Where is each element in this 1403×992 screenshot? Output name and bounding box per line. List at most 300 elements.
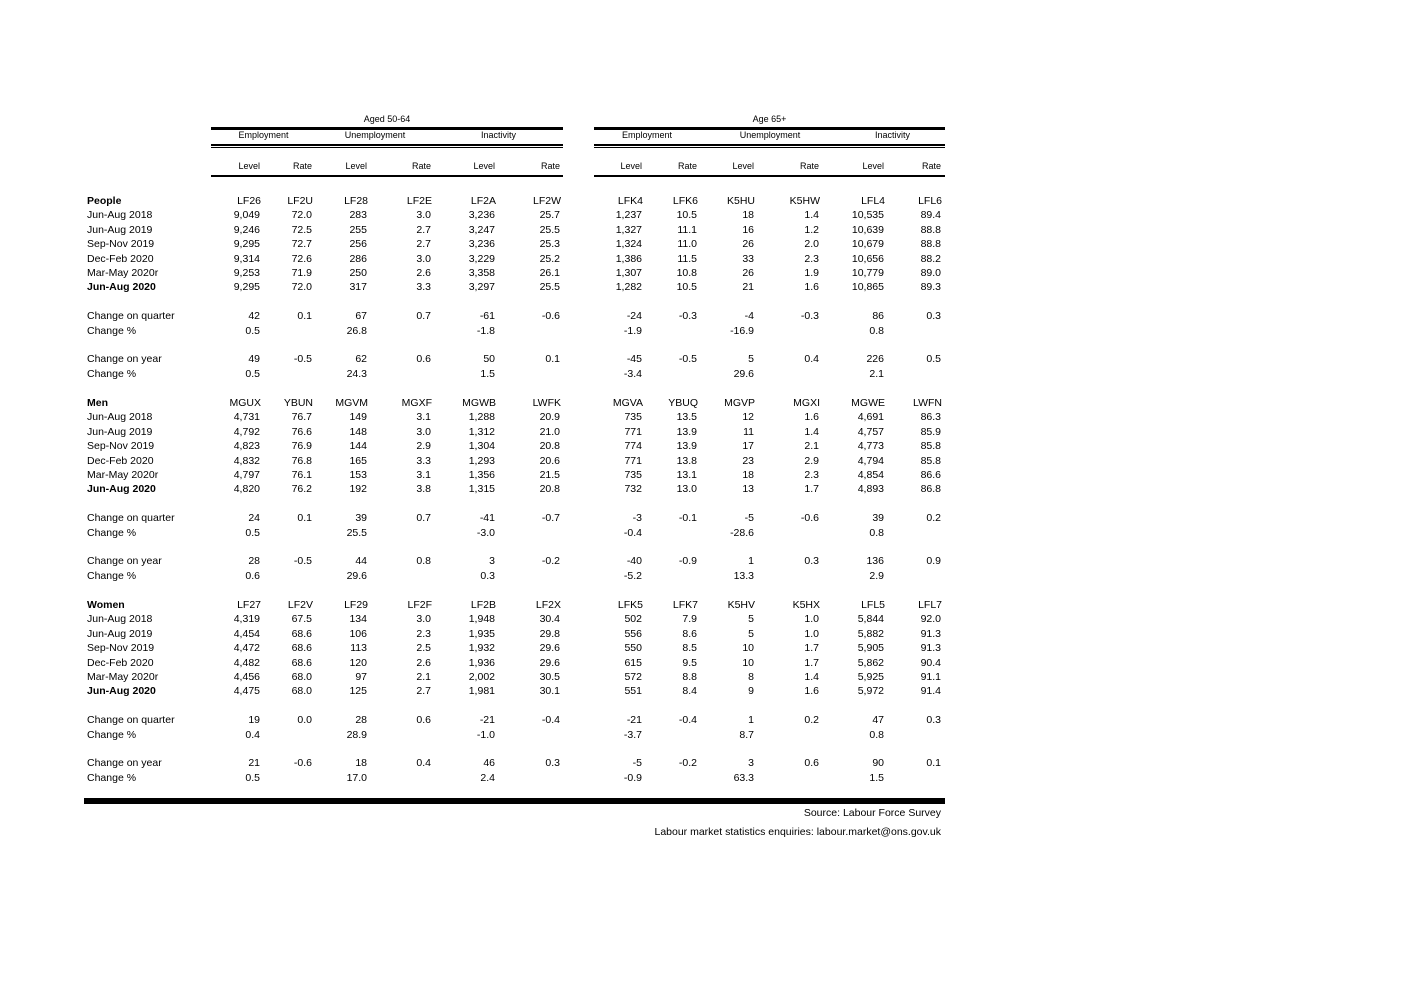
data-cell: 10.5 <box>676 209 697 222</box>
source-note: Source: Labour Force Survey <box>803 807 941 819</box>
data-cell: 68.0 <box>291 671 312 683</box>
series-code: MGUX <box>229 397 261 409</box>
data-cell: 25.7 <box>539 209 560 222</box>
data-cell: 21.5 <box>539 469 560 481</box>
series-code: LF2E <box>406 195 432 207</box>
change-cell: 136 <box>866 555 884 568</box>
data-cell: 256 <box>349 238 367 251</box>
data-cell: 91.3 <box>920 642 941 655</box>
data-cell: 1,327 <box>615 223 642 236</box>
data-cell: 144 <box>349 440 367 453</box>
data-cell: 148 <box>349 425 367 438</box>
data-cell: 2.3 <box>416 627 431 640</box>
series-code: LF2W <box>532 195 561 207</box>
data-cell: 556 <box>624 627 642 640</box>
change-cell: 0.1 <box>297 512 312 525</box>
data-cell: 1,386 <box>615 252 642 265</box>
data-cell: 20.8 <box>539 483 560 496</box>
data-cell: 4,475 <box>233 685 260 698</box>
data-cell: 4,794 <box>857 454 884 467</box>
data-cell: 5,882 <box>857 627 884 640</box>
change-cell: 29.6 <box>346 569 367 582</box>
data-cell: 30.5 <box>539 671 560 683</box>
period-label: Jun-Aug 2018 <box>87 209 153 222</box>
change-cell: 0.9 <box>926 555 941 568</box>
data-cell: 317 <box>349 281 367 294</box>
period-label: Sep-Nov 2019 <box>87 440 155 453</box>
change-cell: 28.9 <box>346 728 367 741</box>
change-cell: -1.9 <box>623 324 642 337</box>
data-cell: 88.8 <box>920 238 941 251</box>
period-label: Jun-Aug 2018 <box>87 613 153 626</box>
data-cell: 10,639 <box>851 223 884 236</box>
data-cell: 5,925 <box>857 671 884 683</box>
heading-rule-thin <box>211 147 563 148</box>
series-code: LWFN <box>913 397 942 409</box>
data-cell: 106 <box>349 627 367 640</box>
data-cell: 1,935 <box>468 627 495 640</box>
data-cell: 76.8 <box>291 454 312 467</box>
change-cell: -0.6 <box>541 310 560 323</box>
change-cell: -24 <box>626 310 642 323</box>
data-cell: 1.4 <box>804 671 819 683</box>
change-cell: 28 <box>355 714 367 727</box>
change-label: Change % <box>87 728 137 741</box>
change-cell: 0.5 <box>926 353 941 366</box>
group-title: Aged 50-64 <box>363 114 411 124</box>
data-cell: 25.5 <box>539 223 560 236</box>
data-cell: 25.5 <box>539 281 560 294</box>
series-code: LFK5 <box>617 599 643 611</box>
data-cell: 3.0 <box>416 252 431 265</box>
change-cell: 0.8 <box>869 526 884 539</box>
change-cell: 50 <box>483 353 495 366</box>
data-cell: 86.3 <box>920 411 941 424</box>
data-cell: 30.4 <box>539 613 560 626</box>
period-label: Dec-Feb 2020 <box>87 656 154 669</box>
data-cell: 9.5 <box>682 656 697 669</box>
data-cell: 1,237 <box>615 209 642 222</box>
data-cell: 4,797 <box>233 469 260 481</box>
data-cell: 550 <box>624 642 642 655</box>
change-label: Change % <box>87 569 137 582</box>
change-cell: -5.2 <box>623 569 642 582</box>
series-code: LFL5 <box>861 599 885 611</box>
data-cell: 1,315 <box>468 483 495 496</box>
data-cell: 4,854 <box>857 469 884 481</box>
data-cell: 4,691 <box>857 411 884 424</box>
change-cell: -41 <box>479 512 495 525</box>
data-cell: 2.1 <box>416 671 431 683</box>
data-cell: 85.8 <box>920 454 941 467</box>
series-code: MGVM <box>335 397 368 409</box>
change-cell: 0.6 <box>416 714 431 727</box>
change-cell: 1.5 <box>869 771 884 784</box>
data-cell: 1.9 <box>804 267 819 279</box>
change-cell: 1 <box>748 555 754 568</box>
data-cell: 8.5 <box>682 642 697 655</box>
change-cell: -1.8 <box>476 324 495 337</box>
data-cell: 10,779 <box>851 267 884 279</box>
data-cell: 11.1 <box>677 223 697 236</box>
series-code: LWFK <box>532 397 561 409</box>
data-cell: 1,948 <box>468 613 495 626</box>
data-cell: 125 <box>349 685 367 698</box>
change-cell: 39 <box>355 512 367 525</box>
data-cell: 9,295 <box>233 238 260 251</box>
series-code: K5HW <box>789 195 820 207</box>
data-cell: 5,844 <box>857 613 884 626</box>
change-cell: -0.5 <box>293 555 312 568</box>
data-cell: 68.6 <box>291 627 312 640</box>
change-cell: -5 <box>744 512 754 525</box>
change-cell: 0.3 <box>480 569 495 582</box>
data-cell: 91.1 <box>920 671 941 683</box>
column-subheading: Rate <box>292 161 312 171</box>
data-cell: 1,288 <box>468 411 495 424</box>
column-subheading: Level <box>238 161 260 171</box>
data-cell: 113 <box>350 642 367 655</box>
data-cell: 5 <box>748 627 754 640</box>
section-title: Women <box>87 599 125 611</box>
data-cell: 4,757 <box>857 425 884 438</box>
data-cell: 86.6 <box>920 469 941 481</box>
data-cell: 9 <box>748 685 754 698</box>
change-label: Change % <box>87 771 137 784</box>
data-cell: 9,253 <box>233 267 260 279</box>
data-cell: 2.7 <box>416 685 431 698</box>
data-cell: 1,981 <box>468 685 495 698</box>
data-cell: 25.3 <box>539 238 560 251</box>
data-cell: 1,282 <box>615 281 642 294</box>
data-cell: 4,456 <box>233 671 260 683</box>
change-cell: 2.4 <box>480 771 495 784</box>
data-cell: 21.0 <box>539 425 560 438</box>
data-cell: 13 <box>742 483 754 496</box>
data-cell: 72.5 <box>291 223 312 236</box>
enquiries-note: Labour market statistics enquiries: labour.market@ons.gov.uk <box>654 826 941 838</box>
column-subheading: Level <box>732 161 754 171</box>
data-cell: 10 <box>742 656 754 669</box>
data-cell: 5,905 <box>857 642 884 655</box>
series-code: K5HU <box>726 195 755 207</box>
data-cell: 3.3 <box>416 454 431 467</box>
series-code: YBUN <box>283 397 313 409</box>
data-cell: 5,862 <box>857 656 884 669</box>
period-label: Jun-Aug 2019 <box>87 425 153 438</box>
change-cell: 0.2 <box>804 714 819 727</box>
column-subheading: Rate <box>411 161 431 171</box>
change-cell: -3.4 <box>623 367 642 380</box>
series-code: LFL7 <box>918 599 942 611</box>
data-cell: 1,936 <box>468 656 495 669</box>
data-cell: 2.6 <box>416 656 431 669</box>
data-cell: 3.0 <box>416 209 431 222</box>
section-title: Men <box>87 397 108 409</box>
data-cell: 76.2 <box>291 483 312 496</box>
data-cell: 18 <box>742 209 754 222</box>
data-cell: 1.6 <box>804 411 819 424</box>
data-cell: 120 <box>349 656 367 669</box>
series-code: MGXF <box>401 397 432 409</box>
series-code: LF28 <box>344 195 368 207</box>
period-label: Dec-Feb 2020 <box>87 454 154 467</box>
change-cell: -3.7 <box>623 728 642 741</box>
change-cell: 63.3 <box>733 771 754 784</box>
change-cell: 0.7 <box>416 512 431 525</box>
change-label: Change on quarter <box>87 512 175 525</box>
data-cell: 9,295 <box>233 281 260 294</box>
data-cell: 26.1 <box>539 267 560 279</box>
data-cell: 4,820 <box>233 483 260 496</box>
change-cell: 19 <box>248 714 260 727</box>
change-cell: 0.3 <box>545 757 560 770</box>
data-cell: 735 <box>624 469 642 481</box>
heading-rule <box>594 144 945 146</box>
change-cell: 226 <box>866 353 884 366</box>
change-label: Change % <box>87 324 137 337</box>
change-cell: 46 <box>483 757 495 770</box>
data-cell: 3.0 <box>416 425 431 438</box>
data-cell: 16 <box>742 223 754 236</box>
change-cell: 24 <box>248 512 260 525</box>
data-cell: 13.0 <box>676 483 697 496</box>
change-cell: -3 <box>632 512 642 525</box>
data-cell: 23 <box>742 454 754 467</box>
period-label: Jun-Aug 2020 <box>87 483 156 496</box>
change-cell: 0.1 <box>545 353 560 366</box>
change-cell: -0.4 <box>678 714 697 727</box>
change-cell: 3 <box>748 757 754 770</box>
series-code: LF2U <box>287 195 313 207</box>
change-cell: -3.0 <box>476 526 495 539</box>
heading-rule <box>211 144 563 146</box>
change-cell: -16.9 <box>730 324 754 337</box>
data-cell: 88.2 <box>920 252 941 265</box>
data-cell: 255 <box>349 223 367 236</box>
data-cell: 33 <box>742 252 754 265</box>
change-cell: -0.6 <box>293 757 312 770</box>
change-cell: -0.9 <box>678 555 697 568</box>
data-cell: 283 <box>349 209 367 222</box>
change-cell: 8.7 <box>739 728 754 741</box>
data-cell: 8.4 <box>682 685 697 698</box>
data-cell: 26 <box>742 267 754 279</box>
period-label: Mar-May 2020r <box>87 469 159 481</box>
data-cell: 165 <box>349 454 367 467</box>
data-cell: 134 <box>349 613 367 626</box>
data-cell: 1,304 <box>468 440 495 453</box>
change-cell: 49 <box>248 353 260 366</box>
change-cell: -0.9 <box>623 771 642 784</box>
data-cell: 2.0 <box>804 238 819 251</box>
data-cell: 67.5 <box>291 613 312 626</box>
data-cell: 13.8 <box>676 454 697 467</box>
series-code: K5HX <box>792 599 820 611</box>
column-group-heading: Unemployment <box>344 130 406 140</box>
change-cell: 2.9 <box>869 569 884 582</box>
data-cell: 1,312 <box>468 425 495 438</box>
data-cell: 13.9 <box>676 440 697 453</box>
change-cell: 13.3 <box>733 569 754 582</box>
change-cell: 0.5 <box>245 771 260 784</box>
data-cell: 2.6 <box>416 267 431 279</box>
change-label: Change % <box>87 367 137 380</box>
data-cell: 10,865 <box>851 281 884 294</box>
data-cell: 1.6 <box>804 281 819 294</box>
data-cell: 572 <box>624 671 642 683</box>
column-subheading: Rate <box>921 161 941 171</box>
change-cell: 0.3 <box>804 555 819 568</box>
series-code: LF2X <box>535 599 561 611</box>
data-cell: 20.8 <box>539 440 560 453</box>
data-cell: 4,472 <box>233 642 260 655</box>
column-subheading: Level <box>620 161 642 171</box>
change-cell: 42 <box>248 310 260 323</box>
change-cell: 0.1 <box>297 310 312 323</box>
change-cell: 0.8 <box>416 555 431 568</box>
data-cell: 2,002 <box>468 671 495 683</box>
bottom-rule <box>84 798 945 804</box>
data-cell: 4,773 <box>857 440 884 453</box>
heading-rule-thin <box>594 147 945 148</box>
data-cell: 149 <box>349 411 367 424</box>
data-cell: 2.9 <box>416 440 431 453</box>
series-code: LF27 <box>237 599 261 611</box>
change-cell: -0.7 <box>541 512 560 525</box>
data-cell: 72.0 <box>291 281 312 294</box>
data-cell: 3.8 <box>416 483 431 496</box>
data-cell: 771 <box>624 454 642 467</box>
data-cell: 13.9 <box>676 425 697 438</box>
column-group-heading: Employment <box>238 130 289 140</box>
change-cell: 1 <box>748 714 754 727</box>
data-cell: 1,293 <box>468 454 495 467</box>
data-cell: 2.5 <box>416 642 431 655</box>
change-cell: -1.0 <box>476 728 495 741</box>
change-cell: 1.5 <box>480 367 495 380</box>
column-subheading: Level <box>345 161 367 171</box>
series-code: LF2B <box>470 599 496 611</box>
data-cell: 9,314 <box>233 252 260 265</box>
data-cell: 1,324 <box>615 238 642 251</box>
group-title: Age 65+ <box>752 114 787 124</box>
data-cell: 89.0 <box>920 267 941 279</box>
change-cell: 17.0 <box>346 771 367 784</box>
data-cell: 85.9 <box>920 425 941 438</box>
data-cell: 3,297 <box>468 281 495 294</box>
data-cell: 68.6 <box>291 642 312 655</box>
data-cell: 8.8 <box>682 671 697 683</box>
series-code: LF2F <box>407 599 432 611</box>
data-cell: 97 <box>355 671 367 683</box>
data-cell: 551 <box>624 685 642 698</box>
data-cell: 10,656 <box>851 252 884 265</box>
data-cell: 76.9 <box>291 440 312 453</box>
data-cell: 4,454 <box>233 627 260 640</box>
data-cell: 1.4 <box>804 425 819 438</box>
data-cell: 90.4 <box>920 656 941 669</box>
data-cell: 4,893 <box>857 483 884 496</box>
change-cell: 90 <box>872 757 884 770</box>
period-label: Jun-Aug 2019 <box>87 627 153 640</box>
change-cell: 0.6 <box>416 353 431 366</box>
data-cell: 1,932 <box>468 642 495 655</box>
series-code: MGVP <box>724 397 755 409</box>
data-cell: 9,049 <box>233 209 260 222</box>
period-label: Jun-Aug 2019 <box>87 223 153 236</box>
data-cell: 10 <box>742 642 754 655</box>
data-cell: 4,482 <box>233 656 260 669</box>
data-cell: 1.7 <box>804 656 819 669</box>
data-cell: 72.6 <box>291 252 312 265</box>
change-cell: 26.8 <box>346 324 367 337</box>
series-code: LFK4 <box>617 195 643 207</box>
change-cell: 5 <box>748 353 754 366</box>
data-cell: 72.0 <box>291 209 312 222</box>
column-subheading: Level <box>862 161 884 171</box>
data-cell: 3.3 <box>416 281 431 294</box>
change-cell: -61 <box>479 310 495 323</box>
data-cell: 2.7 <box>416 238 431 251</box>
data-cell: 8.6 <box>682 627 697 640</box>
data-cell: 5 <box>748 613 754 626</box>
period-label: Mar-May 2020r <box>87 267 159 279</box>
change-cell: 29.6 <box>733 367 754 380</box>
change-cell: 0.5 <box>245 526 260 539</box>
data-cell: 10.5 <box>676 281 697 294</box>
data-cell: 2.1 <box>804 440 819 453</box>
data-cell: 86.8 <box>920 483 941 496</box>
series-code: K5HV <box>727 599 755 611</box>
data-cell: 10,679 <box>851 238 884 251</box>
series-code: LFL6 <box>918 195 942 207</box>
data-cell: 71.9 <box>291 267 312 279</box>
data-cell: 10,535 <box>851 209 884 222</box>
change-cell: -0.1 <box>678 512 697 525</box>
series-code: MGXI <box>793 397 820 409</box>
change-cell: -21 <box>479 714 495 727</box>
subheading-rule <box>594 175 945 177</box>
data-cell: 17 <box>742 440 754 453</box>
change-cell: 47 <box>872 714 884 727</box>
data-cell: 4,832 <box>233 454 260 467</box>
period-label: Jun-Aug 2018 <box>87 411 153 424</box>
data-cell: 2.3 <box>804 469 819 481</box>
data-cell: 10.8 <box>676 267 697 279</box>
change-cell: 0.6 <box>245 569 260 582</box>
data-cell: 4,792 <box>233 425 260 438</box>
change-cell: 0.4 <box>245 728 260 741</box>
period-label: Dec-Feb 2020 <box>87 252 154 265</box>
section-title: People <box>87 195 122 207</box>
change-cell: -5 <box>632 757 642 770</box>
change-label: Change on quarter <box>87 310 175 323</box>
data-cell: 250 <box>349 267 367 279</box>
data-cell: 3.1 <box>416 411 431 424</box>
data-cell: 1.0 <box>804 613 819 626</box>
data-cell: 1.2 <box>804 223 819 236</box>
change-cell: -0.4 <box>541 714 560 727</box>
change-cell: 0.0 <box>297 714 312 727</box>
data-cell: 76.7 <box>291 411 312 424</box>
column-group-heading: Unemployment <box>739 130 801 140</box>
data-cell: 92.0 <box>920 613 941 626</box>
change-cell: 62 <box>355 353 367 366</box>
change-cell: 39 <box>872 512 884 525</box>
column-group-heading: Inactivity <box>480 130 516 140</box>
series-code: LFK6 <box>672 195 698 207</box>
